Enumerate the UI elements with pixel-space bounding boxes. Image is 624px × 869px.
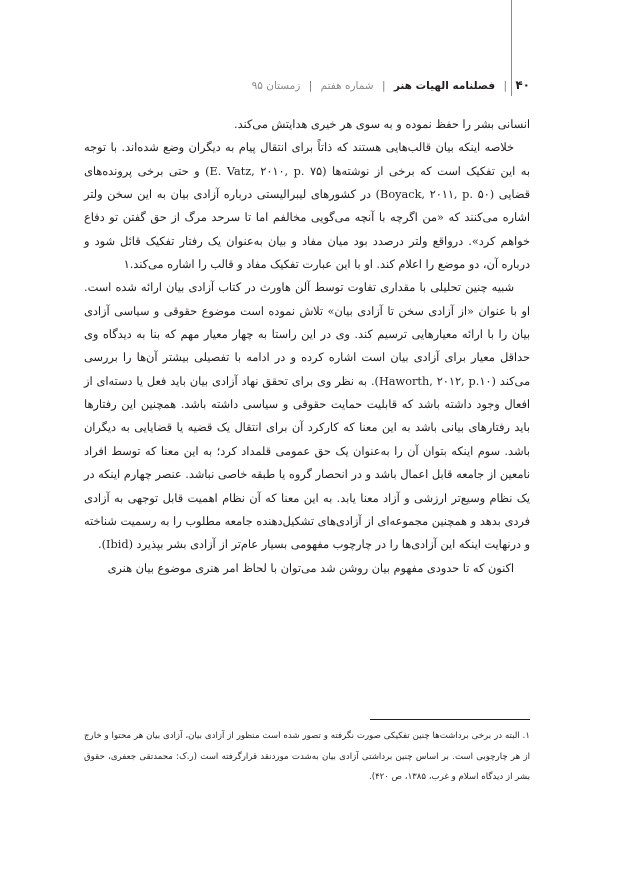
footnote-text: ۱. البته در برخی برداشت‌ها چنین تفکیکی صورت نگرفته و تصور شده است منظور از آزادی بیان، آزادی بیان هر محتوا و خارج از هر چارچوبی است. بر اساس چنین برداشتی آزادی بیان به‌شدت موردنقد قرارگرفته است (ر.ک: محمدتقی جعفری، حقوق بشر از دیدگاه اسلام و غرب، ۱۳۸۵، ص ۴۲۰). — [84, 731, 530, 782]
paragraph: اکنون که تا حدودی مفهوم بیان روشن شد می‌توان با لحاظ امر هنری موضوع بیان هنری — [107, 561, 514, 575]
issue-season: زمستان ۹۵ — [251, 80, 301, 92]
footnote-separator — [370, 719, 530, 720]
issue-number: شماره هفتم — [320, 80, 374, 92]
paragraph: شبیه چنین تحلیلی با مقداری تفاوت توسط آلن هاورث در کتاب آزادی بیان ارائه شده است. او با عنوان «از آزادی سخن تا آزادی بیان» تلاش نموده است موضوع حقوقی و سیاسی آزادی بیان را با ارائه معیارهایی ترسیم کند. وی در این راستا به چهار معیار مهم که بنا به دیدگاه وی حداقل معیار برای آزادی بیان است اشاره کرده و در ادامه با تفصیلی بیشتر آن‌ها را بررسی می‌کند (Haworth, ۲۰۱۲, p.۱۰). به نظر وی برای تحقق نهاد آزادی بیان باید فعل یا دسته‌ای از افعال وجود داشته باشد که قابلیت حمایت حقوقی و سیاسی داشته باشد. همچنین این رفتارها باید رفتارهای بیانی باشد به این معنا که کارکرد آن برای انتقال یک قضیه یا قضایایی به دیگران باشد. سوم اینکه بتوان آن را به‌عنوان یک حق عمومی قلمداد کرد؛ به این معنا که توسط افراد نامعین از جامعه قابل اعمال باشد و در انحصار گروه یا طبقه خاصی نباشد. عنصر چهارم اینکه در یک نظام وسیع‌تر ارزشی و آزاد معنا یابد. به این معنا که آن نظام اهمیت قابل توجهی به آزادی فردی بدهد و همچنین مجموعه‌ای از آزادی‌های تشکیل‌دهنده جامعه مطلوب را به رسمیت شناخته و درنهایت اینکه این آزادی‌ها را در چارچوب مفهومی بسیار عام‌تر از آزادی بشر بپذیرد (Ibid). — [84, 281, 530, 552]
journal-title: فصلنامه الهیات هنر — [393, 80, 496, 92]
header-separator: | — [308, 80, 313, 92]
main-text — [84, 113, 530, 580]
header-separator: | — [503, 80, 507, 92]
footnote — [84, 726, 530, 788]
paragraph: خلاصه اینکه بیان قالب‌هایی هستند که ذاتاً برای انتقال پیام به دیگران وضع شده‌اند. با توجه به این تفکیک است که برخی از نوشته‌ها (E. Vatz, ۲۰۱۰, p. ۷۵) و حتی برخی پرونده‌های قضایی (Boyack, ۲۰۱۱, p. ۵۰) در کشورهای لیبرالیستی درباره آزادی بیان به این سخن ولتر اشاره می‌کنند که «من اگرچه با آنچه می‌گویی مخالفم اما تا سرحد مرگ از حق گفتن تو دفاع خواهم کرد». درواقع ولتر درصدد بود میان مفاد و بیان به‌عنوان یک رفتار تفکیک قائل شود و درباره آن، دو موضع را اعلام کند. او با این عبارت تفکیک مفاد و قالب را اشاره می‌کند.۱ — [84, 141, 530, 272]
running-header — [251, 78, 530, 98]
page-number: ۴۰ — [515, 78, 530, 92]
paragraph: انسانی بشر را حفظ نموده و به سوی هر خیری هدایتش می‌کند. — [233, 118, 530, 131]
header-separator: | — [381, 80, 386, 92]
